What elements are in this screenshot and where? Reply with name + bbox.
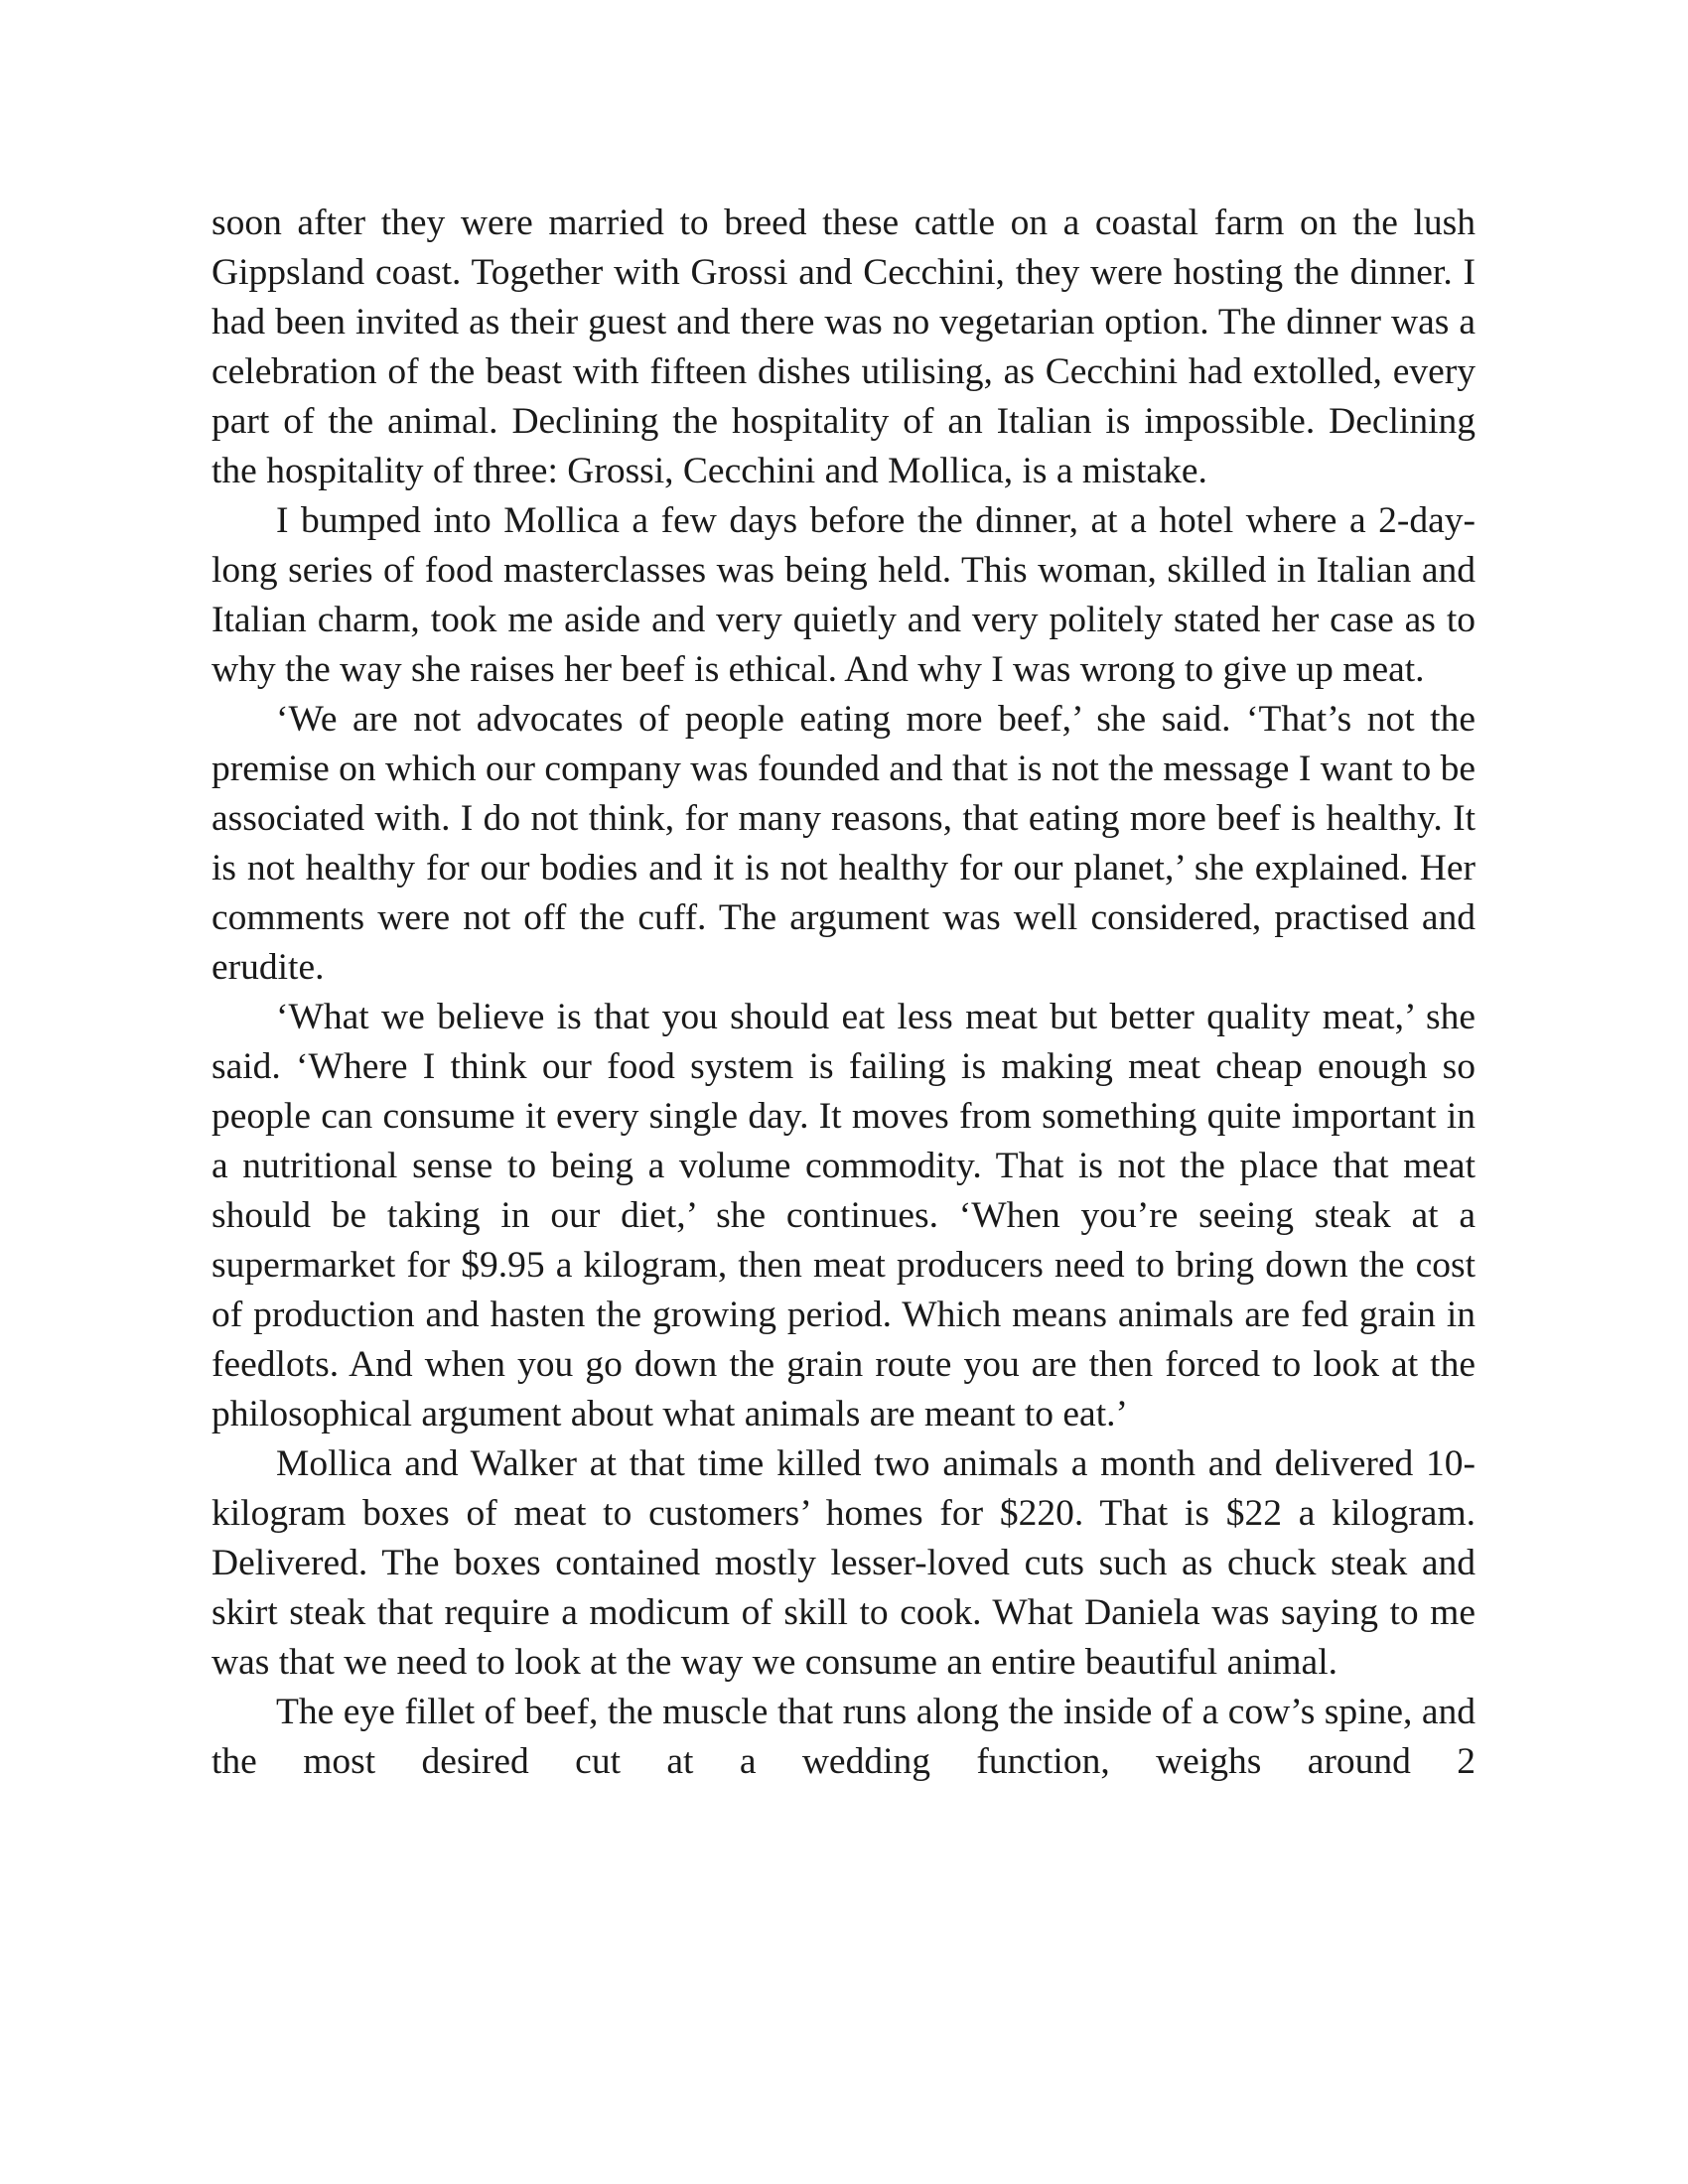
- paragraph: ‘What we believe is that you should eat less meat but better quality meat,’ she said. ‘Where I think our food system is failing is making meat cheap enough so people can consume it every single day. It moves from something quite important in a nutritional sense to being a volume commodity. That is not the place that meat should be taking in our diet,’ she continues. ‘When you’re seeing steak at a supermarket for $9.95 a kilogram, then meat producers need to bring down the cost of production and hasten the growing period. Which means animals are fed grain in feedlots. And when you go down the grain route you are then forced to look at the philosophical argument about what animals are meant to eat.’: [211, 997, 1476, 1434]
- paragraph: Mollica and Walker at that time killed two animals a month and delivered 10-kilogram boxes of meat to customers’ homes for $220. That is $22 a kilogram. Delivered. The boxes contained mostly lesser-loved cuts such as chuck steak and skirt steak that require a modicum of skill to cook. What Daniela was saying to me was that we need to look at the way we consume an entire beautiful animal.: [211, 1443, 1476, 1683]
- paragraph-continues: The eye fillet of beef, the muscle that runs along the inside of a cow’s spine, and the most desired cut at a wedding function, weighs around 2: [211, 1692, 1476, 1782]
- body-text: [211, 199, 1476, 1787]
- paragraph: I bumped into Mollica a few days before the dinner, at a hotel where a 2-day-long series of food masterclasses was being held. This woman, skilled in Italian and Italian charm, took me aside and very quietly and very politely stated her case as to why the way she raises her beef is ethical. And why I was wrong to give up meat.: [211, 500, 1476, 690]
- paragraph: ‘We are not advocates of people eating more beef,’ she said. ‘That’s not the premise on which our company was founded and that is not the message I want to be associated with. I do not think, for many reasons, that eating more beef is healthy. It is not healthy for our bodies and it is not healthy for our planet,’ she explained. Her comments were not off the cuff. The argument was well considered, practised and erudite.: [211, 699, 1476, 988]
- paragraph-continued: soon after they were married to breed these cattle on a coastal farm on the lush Gippsland coast. Together with Grossi and Cecchini, they were hosting the dinner. I had been invited as their guest and there was no vegetarian option. The dinner was a celebration of the beast with fifteen dishes utilising, as Cecchini had extolled, every part of the animal. Declining the hospitality of an Italian is impossible. Declining the hospitality of three: Grossi, Cecchini and Mollica, is a mistake.: [211, 203, 1476, 491]
